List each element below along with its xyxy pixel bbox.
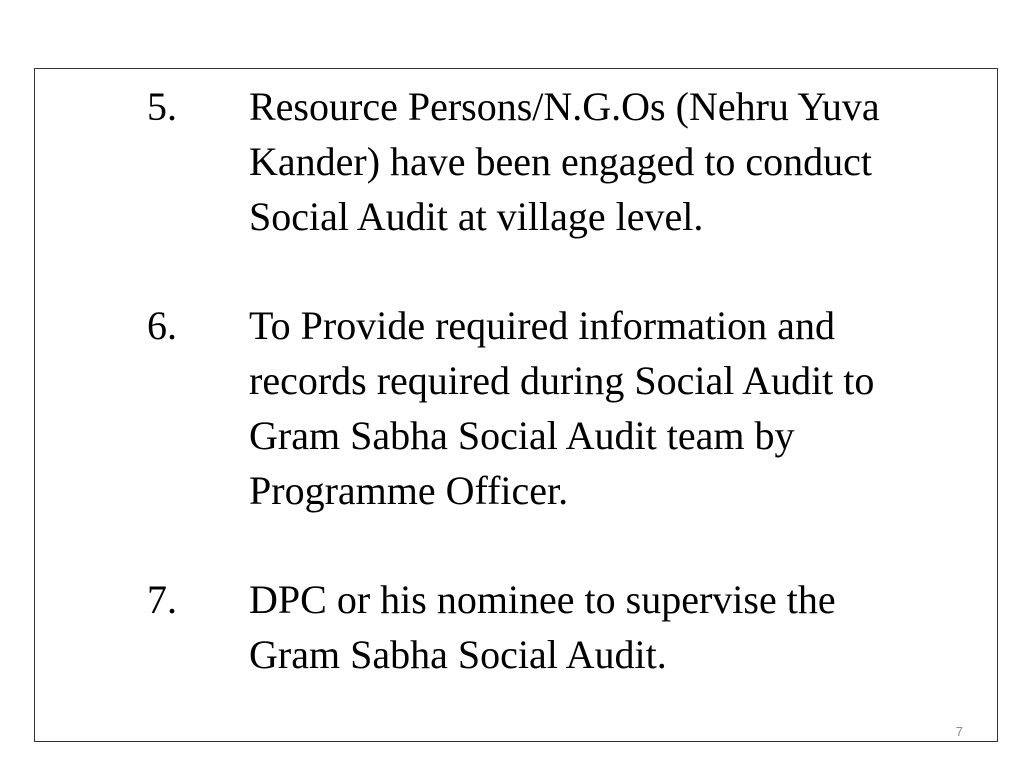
- page-number: 7: [955, 724, 963, 739]
- list-item-text: [249, 298, 989, 518]
- list-item-line: Programme Officer.: [249, 468, 569, 513]
- list-item-line: Kander) have been engaged to conduct: [249, 139, 873, 184]
- list-item-text: [249, 79, 989, 244]
- list-item-number: 5.: [147, 84, 177, 129]
- list-item-line: To Provide required information and: [249, 303, 835, 348]
- list-item-line: records required during Social Audit to: [249, 358, 875, 403]
- list-item-line: Gram Sabha Social Audit.: [249, 632, 667, 677]
- list-item-number: 7.: [147, 577, 177, 622]
- list-item-number: 6.: [147, 303, 177, 348]
- list-item-text: [249, 572, 989, 682]
- list-item-line: DPC or his nominee to supervise the: [249, 577, 836, 622]
- list-item-line: Social Audit at village level.: [249, 194, 704, 239]
- list-item-line: Resource Persons/N.G.Os (Nehru Yuva: [249, 84, 880, 129]
- slide-frame: [34, 68, 998, 742]
- list-item-line: Gram Sabha Social Audit team by: [249, 413, 795, 458]
